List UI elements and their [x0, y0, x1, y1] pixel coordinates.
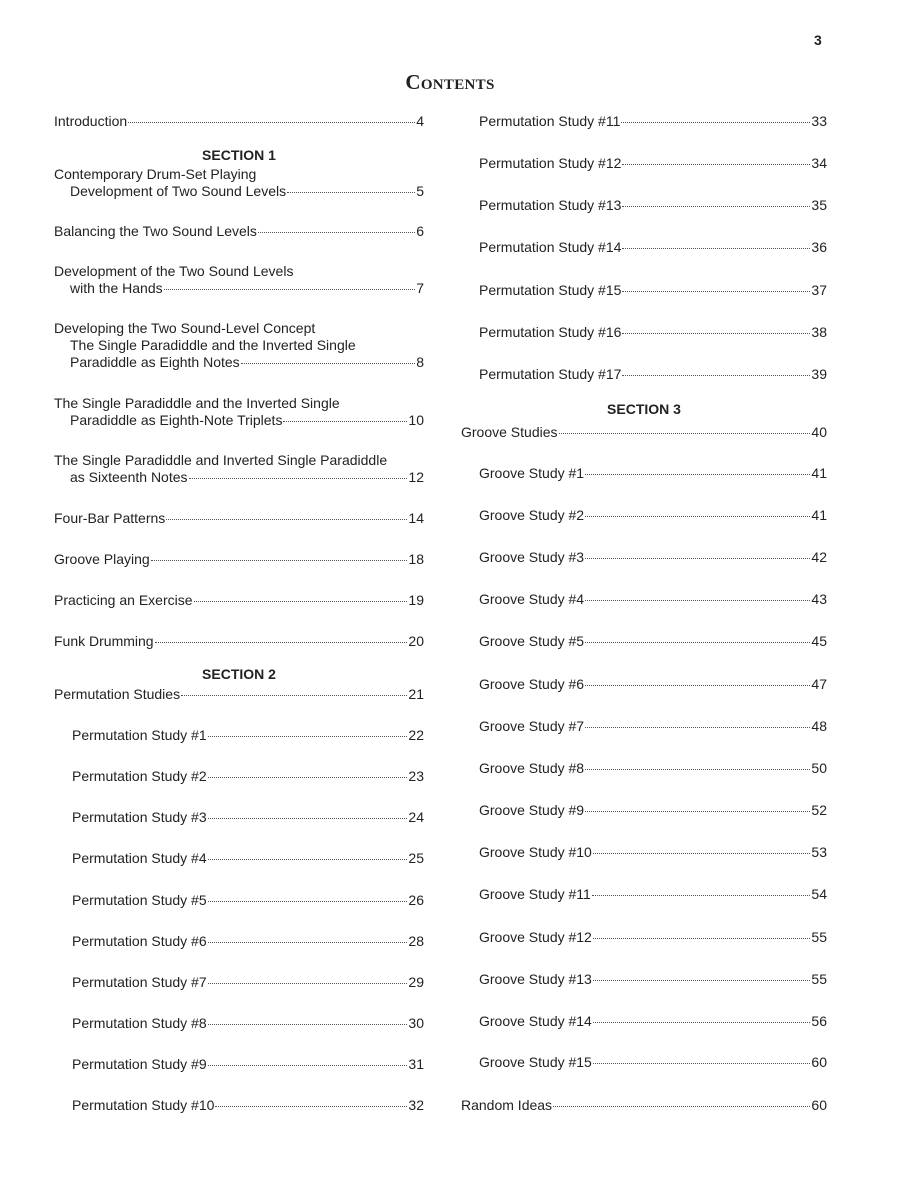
toc-entry[interactable] [54, 551, 424, 568]
entry-title: Permutation Study #15 [479, 282, 622, 298]
toc-entry[interactable] [461, 239, 827, 256]
entry-title-line: Contemporary Drum-Set Playing [54, 166, 257, 182]
entry-title-line: The Single Paradiddle and Inverted Single Paradiddle [54, 452, 388, 468]
dot-leader [559, 433, 811, 434]
dot-leader [585, 642, 810, 643]
dot-leader [151, 560, 408, 561]
toc-entry[interactable] [54, 166, 424, 200]
toc-entry[interactable] [54, 452, 424, 486]
entry-page: 33 [811, 113, 827, 129]
toc-entry[interactable] [461, 886, 827, 903]
entry-page: 14 [408, 510, 424, 526]
toc-entry[interactable] [461, 633, 827, 650]
entry-title: Permutation Study #8 [72, 1015, 207, 1031]
entry-title: Groove Study #6 [479, 676, 585, 692]
section-3-heading: SECTION 3 [607, 401, 681, 417]
dot-leader [208, 859, 408, 860]
toc-entry[interactable] [54, 768, 424, 785]
entry-title: Groove Study #14 [479, 1013, 592, 1029]
section-1-heading: SECTION 1 [202, 147, 276, 163]
toc-entry[interactable] [461, 507, 827, 524]
toc-entry[interactable] [54, 727, 424, 744]
toc-entry[interactable] [461, 465, 827, 482]
dot-leader [622, 291, 810, 292]
dot-leader [621, 122, 810, 123]
entry-title-line: Development of the Two Sound Levels [54, 263, 294, 279]
toc-entry[interactable] [54, 320, 424, 371]
entry-page: 48 [811, 718, 827, 734]
dot-leader [128, 122, 415, 123]
entry-page: 37 [811, 282, 827, 298]
dot-leader [164, 289, 416, 290]
entry-page: 39 [811, 366, 827, 382]
entry-page: 29 [408, 974, 424, 990]
dot-leader [553, 1106, 810, 1107]
toc-entry[interactable] [54, 809, 424, 826]
entry-page: 36 [811, 239, 827, 255]
entry-title: Permutation Study #5 [72, 892, 207, 908]
entry-page: 21 [408, 686, 424, 702]
entry-page: 42 [811, 549, 827, 565]
toc-entry[interactable] [461, 591, 827, 608]
toc-entry[interactable] [461, 197, 827, 214]
entry-page: 40 [811, 424, 827, 440]
toc-entry[interactable] [54, 1097, 424, 1114]
dot-leader [208, 942, 408, 943]
toc-entry[interactable] [54, 223, 424, 240]
entry-page: 4 [416, 113, 424, 129]
dot-leader [258, 232, 415, 233]
entry-title: Groove Study #12 [479, 929, 592, 945]
dot-leader [585, 685, 810, 686]
dot-leader [592, 895, 811, 896]
entry-title: Groove Study #9 [479, 802, 585, 818]
entry-title: Paradiddle as Eighth Notes [70, 354, 240, 370]
dot-leader [283, 421, 407, 422]
dot-leader [166, 519, 407, 520]
entry-page: 41 [811, 465, 827, 481]
entry-page: 10 [408, 412, 424, 428]
entry-page: 26 [408, 892, 424, 908]
entry-title: Introduction [54, 113, 128, 129]
entry-title: Balancing the Two Sound Levels [54, 223, 257, 239]
toc-entry-permutation-studies[interactable] [54, 686, 424, 703]
entry-title: Groove Study #8 [479, 760, 585, 776]
entry-title: Groove Study #5 [479, 633, 585, 649]
entry-title: Groove Study #2 [479, 507, 585, 523]
dot-leader [593, 1022, 811, 1023]
entry-page: 12 [408, 469, 424, 485]
entry-title: as Sixteenth Notes [70, 469, 188, 485]
entry-title: Permutation Study #17 [479, 366, 622, 382]
toc-entry[interactable] [54, 263, 424, 297]
toc-entry[interactable] [54, 1056, 424, 1073]
dot-leader [585, 558, 810, 559]
entry-page: 25 [408, 850, 424, 866]
entry-page: 60 [811, 1097, 827, 1113]
entry-title: Four-Bar Patterns [54, 510, 166, 526]
entry-title: Permutation Study #6 [72, 933, 207, 949]
entry-title-line: Developing the Two Sound-Level Concept [54, 320, 316, 336]
entry-title: Paradiddle as Eighth-Note Triplets [70, 412, 283, 428]
dot-leader [593, 853, 811, 854]
toc-entry[interactable] [461, 760, 827, 777]
entry-page: 22 [408, 727, 424, 743]
toc-entry[interactable] [54, 510, 424, 527]
entry-title: Permutation Studies [54, 686, 181, 702]
toc-entry[interactable] [54, 892, 424, 909]
entry-page: 23 [408, 768, 424, 784]
entry-page: 55 [811, 971, 827, 987]
toc-entry[interactable] [54, 974, 424, 991]
entry-page: 30 [408, 1015, 424, 1031]
toc-entry[interactable] [54, 592, 424, 609]
entry-title: Permutation Study #4 [72, 850, 207, 866]
entry-title: Permutation Study #3 [72, 809, 207, 825]
dot-leader [622, 375, 810, 376]
toc-entry[interactable] [54, 1015, 424, 1032]
entry-title: Permutation Study #1 [72, 727, 207, 743]
entry-title: Groove Study #7 [479, 718, 585, 734]
entry-page: 56 [811, 1013, 827, 1029]
dot-leader [593, 1063, 811, 1064]
toc-entry[interactable] [461, 1013, 827, 1030]
entry-title: Groove Playing [54, 551, 150, 567]
entry-title-line: The Single Paradiddle and the Inverted Single [54, 395, 340, 411]
dot-leader [585, 474, 810, 475]
toc-entry[interactable] [461, 324, 827, 341]
entry-title: Permutation Study #13 [479, 197, 622, 213]
entry-page: 45 [811, 633, 827, 649]
entry-title-line: The Single Paradiddle and the Inverted Single [70, 337, 356, 353]
toc-entry-introduction[interactable] [54, 113, 424, 130]
entry-page: 6 [416, 223, 424, 239]
entry-page: 55 [811, 929, 827, 945]
dot-leader [585, 516, 810, 517]
entry-title: with the Hands [70, 280, 163, 296]
entry-title: Permutation Study #14 [479, 239, 622, 255]
entry-title: Permutation Study #9 [72, 1056, 207, 1072]
entry-title: Groove Study #3 [479, 549, 585, 565]
entry-title: Groove Studies [461, 424, 558, 440]
entry-page: 28 [408, 933, 424, 949]
toc-entry[interactable] [461, 1054, 827, 1071]
toc-entry[interactable] [461, 155, 827, 172]
entry-title: Permutation Study #2 [72, 768, 207, 784]
entry-page: 5 [416, 183, 424, 199]
entry-title: Groove Study #1 [479, 465, 585, 481]
dot-leader [585, 600, 810, 601]
dot-leader [287, 192, 415, 193]
toc-entry[interactable] [461, 549, 827, 566]
page-title: Contents [405, 70, 495, 94]
dot-leader [622, 164, 810, 165]
entry-title: Groove Study #10 [479, 844, 592, 860]
section-2-heading: SECTION 2 [202, 666, 276, 682]
dot-leader [585, 769, 810, 770]
entry-page: 31 [408, 1056, 424, 1072]
entry-page: 50 [811, 760, 827, 776]
toc-entry[interactable] [54, 933, 424, 950]
toc-entry-groove-studies[interactable] [461, 424, 827, 441]
page-number: 3 [814, 32, 822, 48]
dot-leader [215, 1106, 407, 1107]
entry-title: Permutation Study #10 [72, 1097, 215, 1113]
toc-entry[interactable] [461, 971, 827, 988]
toc-entry[interactable] [461, 113, 827, 130]
dot-leader [585, 727, 810, 728]
entry-title: Groove Study #4 [479, 591, 585, 607]
entry-page: 18 [408, 551, 424, 567]
entry-page: 47 [811, 676, 827, 692]
entry-page: 60 [811, 1054, 827, 1070]
entry-title: Permutation Study #12 [479, 155, 622, 171]
toc-entry[interactable] [461, 929, 827, 946]
toc-entry[interactable] [461, 718, 827, 735]
entry-title: Groove Study #11 [479, 886, 591, 902]
toc-entry[interactable] [461, 844, 827, 861]
entry-title: Permutation Study #16 [479, 324, 622, 340]
dot-leader [208, 1065, 408, 1066]
entry-page: 24 [408, 809, 424, 825]
dot-leader [622, 248, 810, 249]
entry-title: Practicing an Exercise [54, 592, 193, 608]
entry-page: 8 [416, 354, 424, 370]
entry-page: 32 [408, 1097, 424, 1113]
dot-leader [208, 777, 408, 778]
entry-title: Funk Drumming [54, 633, 154, 649]
entry-page: 35 [811, 197, 827, 213]
dot-leader [208, 1024, 408, 1025]
dot-leader [593, 938, 811, 939]
entry-page: 34 [811, 155, 827, 171]
entry-page: 7 [416, 280, 424, 296]
toc-entry[interactable] [54, 633, 424, 650]
toc-entry[interactable] [54, 850, 424, 867]
dot-leader [208, 983, 408, 984]
entry-page: 38 [811, 324, 827, 340]
entry-title: Random Ideas [461, 1097, 553, 1113]
dot-leader [208, 901, 408, 902]
dot-leader [194, 601, 408, 602]
toc-entry-random-ideas[interactable] [461, 1097, 827, 1114]
toc-entry[interactable] [461, 676, 827, 693]
entry-page: 19 [408, 592, 424, 608]
dot-leader [622, 333, 810, 334]
dot-leader [181, 695, 407, 696]
entry-page: 43 [811, 591, 827, 607]
dot-leader [622, 206, 810, 207]
entry-page: 41 [811, 507, 827, 523]
dot-leader [593, 980, 811, 981]
entry-page: 52 [811, 802, 827, 818]
entry-page: 53 [811, 844, 827, 860]
entry-title: Groove Study #15 [479, 1054, 592, 1070]
toc-entry[interactable] [461, 802, 827, 819]
dot-leader [208, 736, 408, 737]
dot-leader [241, 363, 416, 364]
entry-page: 20 [408, 633, 424, 649]
toc-entry[interactable] [461, 366, 827, 383]
entry-title: Groove Study #13 [479, 971, 592, 987]
entry-title: Permutation Study #11 [479, 113, 621, 129]
toc-entry[interactable] [461, 282, 827, 299]
toc-entry[interactable] [54, 395, 424, 429]
dot-leader [585, 811, 810, 812]
dot-leader [208, 818, 408, 819]
dot-leader [189, 478, 408, 479]
entry-title: Development of Two Sound Levels [70, 183, 287, 199]
entry-page: 54 [811, 886, 827, 902]
dot-leader [155, 642, 408, 643]
entry-title: Permutation Study #7 [72, 974, 207, 990]
